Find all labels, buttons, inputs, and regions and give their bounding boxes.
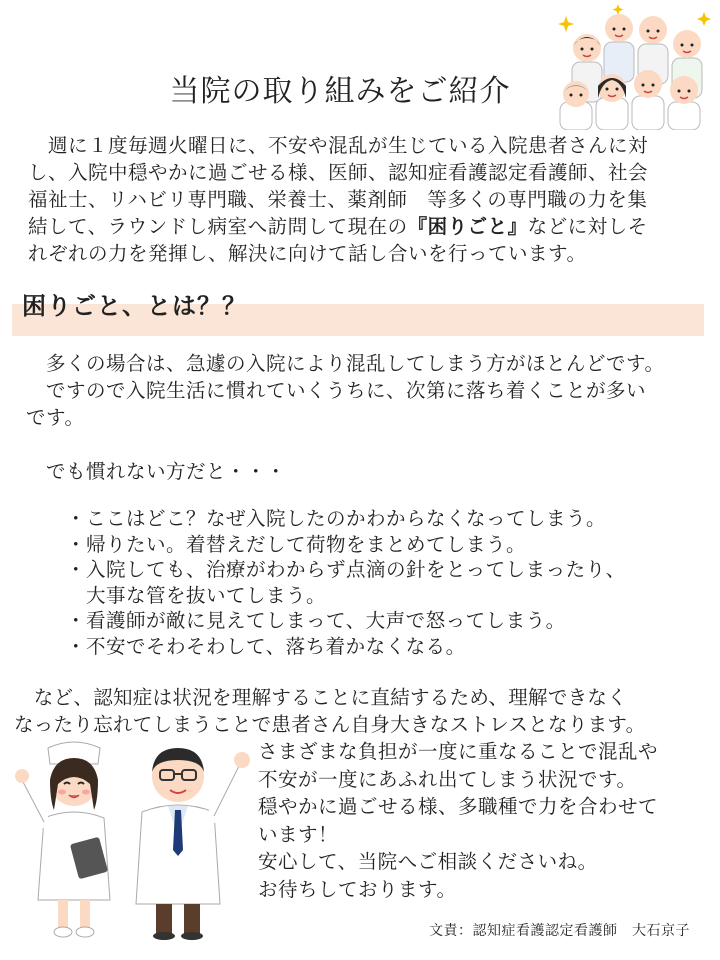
side-line: お待ちしております。	[258, 877, 457, 901]
nurse-figure	[15, 742, 110, 937]
body-line: ですので入院生活に慣れていくうちに、次第に落ち着くことが多い	[26, 379, 647, 402]
page-title: 当院の取り組みをご紹介	[169, 74, 511, 109]
list-item: ・不安でそわそわして、落ち着かなくなる。	[66, 634, 466, 658]
body-line: でも慣れない方だと・・・	[26, 460, 287, 483]
closing-paragraph	[14, 684, 714, 738]
closing-line: など、認知症は状況を理解することに直結するため、理解できなく	[14, 686, 628, 709]
side-line: 安心して、当院へご相談くださいね。	[258, 850, 598, 873]
side-line: さまざまな負担が一度に重なることで混乱や	[258, 740, 659, 763]
side-line: 不安が一度にあふれ出てしまう状況です。	[258, 767, 637, 791]
intro-line: 福祉士、リハビリ専門職、栄養士、薬剤師 等多くの専門職の力を集	[28, 188, 648, 211]
symptom-list	[66, 506, 626, 659]
body-line	[26, 431, 706, 458]
sparkle-icon	[558, 4, 711, 32]
intro-bold-phrase: 『困りごと』	[407, 215, 528, 238]
list-item: 大事な管を抜いてしまう。	[66, 583, 327, 607]
side-message	[258, 738, 658, 903]
intro-line-4-head: 結して、ラウンドし病室へ訪問して現在の	[28, 215, 408, 238]
intro-line-4-tail: などに対しそ	[527, 215, 648, 238]
list-item: ・帰りたい。着替えだして荷物をまとめてしまう。	[66, 532, 527, 556]
section-heading: 困りごと、とは？？	[22, 292, 247, 320]
intro-line: 週に１度毎週火曜日に、不安や混乱が生じている入院患者さんに対	[28, 134, 649, 157]
intro-line: し、入院中穏やかに過ごせる様、医師、認知症看護認定看護師、社会	[28, 161, 649, 184]
list-item: ・入院しても、治療がわからず点滴の針をとってしまったり、	[66, 558, 626, 581]
doctor-figure	[136, 748, 250, 940]
intro-paragraph	[28, 132, 700, 267]
body-line: 多くの場合は、急遽の入院により混乱してしまう方がほとんどです。	[26, 352, 665, 375]
intro-line	[28, 213, 700, 240]
list-item: ・看護師が敵に見えてしまって、大声で怒ってしまう。	[66, 609, 566, 632]
body-paragraph	[26, 350, 706, 485]
author-credit: 文責：認知症看護認定看護師 大石京子	[429, 923, 690, 939]
nurse-and-doctor-illustration	[14, 740, 254, 940]
side-line: います！	[258, 822, 339, 846]
side-line: 穏やかに過ごせる様、多職種で力を合わせて	[258, 795, 659, 818]
body-line: です。	[26, 406, 85, 429]
closing-line: なったり忘れてしまうことで患者さん自身大きなストレスとなります。	[14, 713, 646, 736]
list-item: ・ここはどこ？なぜ入院したのかわからなくなってしまう。	[66, 507, 607, 530]
intro-line: れぞれの力を発揮し、解決に向けて話し合いを行っています。	[28, 242, 587, 265]
staff-crowd-illustration	[556, 2, 716, 130]
